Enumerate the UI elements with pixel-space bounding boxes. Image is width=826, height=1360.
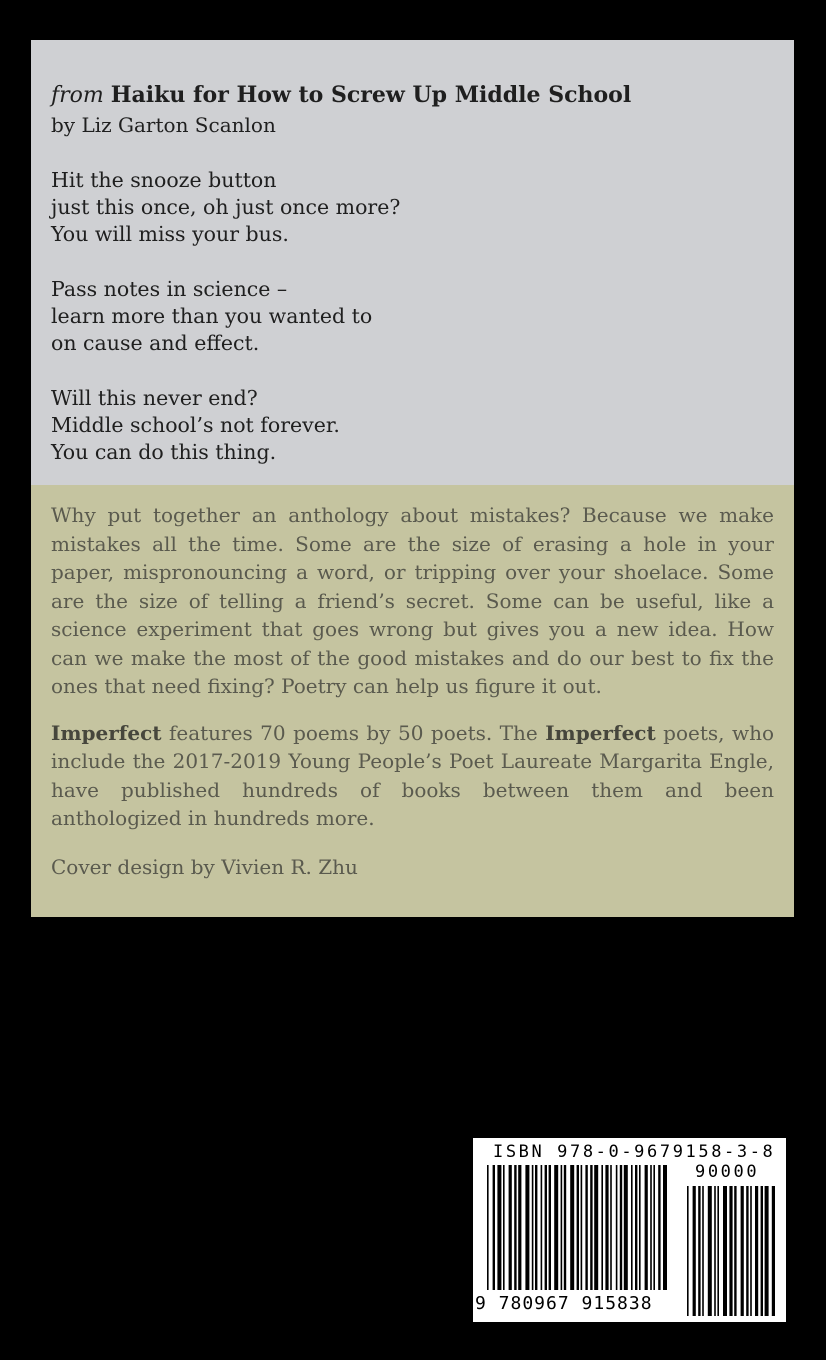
haiku-line: just this once, oh just once more? bbox=[51, 195, 401, 219]
haiku-line: Middle school’s not forever. bbox=[51, 413, 340, 437]
excerpt-byline: by Liz Garton Scanlon bbox=[51, 113, 276, 137]
barcode-bar bbox=[717, 1186, 719, 1316]
barcode-bar bbox=[631, 1165, 633, 1290]
book-title: Imperfect bbox=[51, 720, 162, 745]
barcode-bar bbox=[761, 1186, 763, 1316]
barcode-bar bbox=[663, 1165, 667, 1290]
haiku-line: Hit the snooze button bbox=[51, 168, 277, 192]
features-text: features 70 poems by 50 poets. The bbox=[161, 720, 546, 745]
barcode-bar bbox=[594, 1165, 598, 1290]
haiku-stanza bbox=[51, 167, 774, 248]
barcode-bar bbox=[650, 1165, 652, 1290]
barcode-bar bbox=[493, 1165, 495, 1290]
barcode-bar bbox=[772, 1186, 775, 1316]
barcode-bar bbox=[610, 1165, 612, 1290]
barcode-bar bbox=[734, 1186, 736, 1316]
haiku-line: Will this never end? bbox=[51, 386, 258, 410]
haiku-line: on cause and effect. bbox=[51, 331, 260, 355]
barcode-bar bbox=[590, 1165, 592, 1290]
from-word: from bbox=[51, 83, 104, 108]
barcode-bar bbox=[601, 1165, 603, 1290]
barcode-bar bbox=[554, 1165, 558, 1290]
excerpt-title: Haiku for How to Screw Up Middle School bbox=[110, 82, 632, 108]
barcode-bar bbox=[503, 1165, 505, 1290]
barcode-bar bbox=[525, 1165, 529, 1290]
barcode-bar bbox=[624, 1165, 628, 1290]
isbn-number: ISBN 978-0-9679158-3-8 bbox=[493, 1142, 776, 1162]
barcode-bar bbox=[723, 1186, 727, 1316]
book-title: Imperfect bbox=[545, 720, 656, 745]
haiku-line: You will miss your bus. bbox=[51, 222, 289, 246]
barcode-bar bbox=[564, 1165, 566, 1290]
barcode-bar bbox=[541, 1165, 543, 1290]
excerpt-panel bbox=[31, 40, 794, 485]
barcode-bar bbox=[620, 1165, 622, 1290]
cover-credit: Cover design by Vivien R. Zhu bbox=[51, 854, 358, 879]
haiku-line: Pass notes in science – bbox=[51, 277, 288, 301]
barcode-bar bbox=[687, 1186, 689, 1316]
barcode-bar bbox=[509, 1165, 512, 1290]
barcode-bar bbox=[577, 1165, 579, 1290]
barcode-bar bbox=[653, 1165, 655, 1290]
barcode-bar bbox=[693, 1186, 696, 1316]
haiku-line: learn more than you wanted to bbox=[51, 304, 373, 328]
barcode-bar bbox=[518, 1165, 521, 1290]
barcode-bar bbox=[729, 1186, 732, 1316]
barcode-bar bbox=[714, 1186, 716, 1316]
barcode-bar bbox=[570, 1165, 574, 1290]
barcode-bar bbox=[746, 1186, 748, 1316]
isbn-barcode bbox=[473, 1138, 786, 1322]
barcode-bar bbox=[549, 1165, 551, 1290]
barcode-bar bbox=[708, 1186, 712, 1316]
barcode-bar bbox=[585, 1165, 587, 1290]
barcode-bar bbox=[561, 1165, 563, 1290]
haiku-stanza bbox=[51, 385, 774, 466]
barcode-bar bbox=[616, 1165, 618, 1290]
barcode-bar bbox=[639, 1165, 641, 1290]
features-paragraph bbox=[51, 719, 774, 833]
barcode-bar bbox=[658, 1165, 660, 1290]
haiku-line: You can do this thing. bbox=[51, 440, 277, 464]
barcode-bar bbox=[750, 1186, 752, 1316]
barcode-bar bbox=[741, 1186, 744, 1316]
haiku-stanza bbox=[51, 276, 774, 357]
description-panel bbox=[31, 485, 794, 917]
barcode-bar bbox=[514, 1165, 516, 1290]
barcode-bar bbox=[532, 1165, 534, 1290]
barcode-bar bbox=[487, 1165, 489, 1290]
barcode-bar bbox=[581, 1165, 583, 1290]
barcode-bar bbox=[645, 1165, 648, 1290]
barcode-bar bbox=[545, 1165, 547, 1290]
barcode-bar bbox=[635, 1165, 637, 1290]
features-text: poets, who include the 2017-2019 Young People’s Poet Laureate Margarita Engle, have published hundreds of books between them and been anthologized in hundreds more. bbox=[51, 720, 775, 830]
barcode-bar bbox=[702, 1186, 704, 1316]
description-paragraph: Why put together an anthology about mistakes? Because we make mistakes all the time. Some are the size of erasing a hole in your paper, mispronouncing a word, or tripping over your shoelace. Some are the size of telling a friend’s secret. Some can be useful, like a science experiment that goes wrong but gives you a new idea. How can we make the most of the good mistakes and do our best to fix the ones that need fixing? Poetry can help us figure it out. bbox=[51, 503, 774, 698]
barcode-bar bbox=[765, 1186, 769, 1316]
price-addon: 90000 bbox=[695, 1162, 760, 1182]
barcode-bar bbox=[535, 1165, 537, 1290]
barcode-bar bbox=[605, 1165, 608, 1290]
ean-digits: 9 780967 915838 bbox=[475, 1293, 653, 1314]
barcode-bar bbox=[698, 1186, 700, 1316]
barcode-bar bbox=[755, 1186, 758, 1316]
excerpt-heading bbox=[51, 80, 774, 111]
barcode-bar bbox=[497, 1165, 501, 1290]
